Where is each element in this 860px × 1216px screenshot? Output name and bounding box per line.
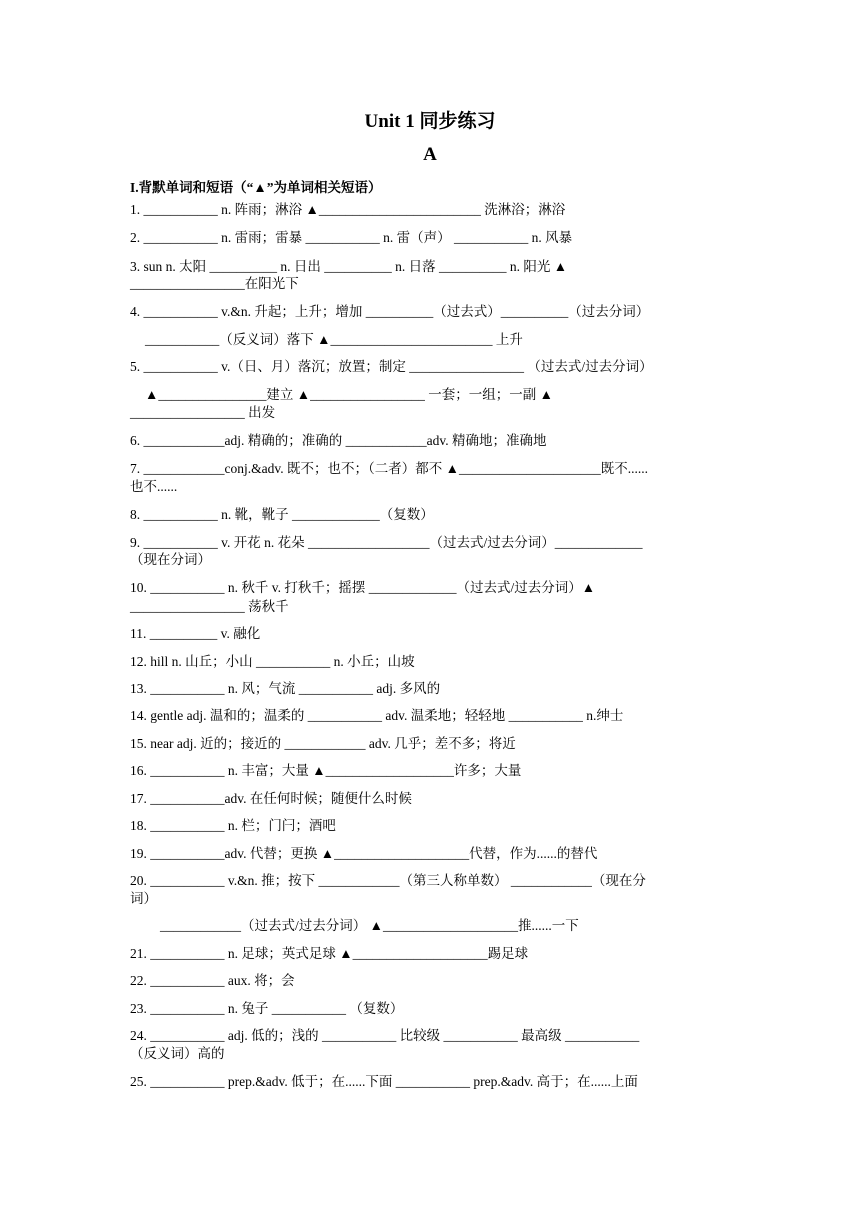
exercise-line: 3. sun n. 太阳 __________ n. 日出 __________ n. 日落 __________ n. 阳光 ▲	[130, 259, 568, 274]
exercise-line: 9. ___________ v. 开花 n. 花朵 __________________（过去式/过去分词）_____________	[130, 535, 643, 550]
exercise-line: 14. gentle adj. 温和的；温柔的 ___________ adv. 温柔地；轻轻地 ___________ n.绅士	[130, 708, 624, 723]
exercise-line: 23. ___________ n. 兔子 ___________ （复数）	[130, 1001, 404, 1016]
exercise-line: 19. ___________adv. 代替；更换 ▲____________________代替，作为......的替代	[130, 846, 598, 861]
exercise-line: 13. ___________ n. 风；气流 ___________ adj. 多风的	[130, 681, 441, 696]
exercise-line: 21. ___________ n. 足球；英式足球 ▲____________________踢足球	[130, 946, 529, 961]
exercise-line: 词）	[130, 891, 157, 906]
exercise-line: ____________（过去式/过去分词） ▲____________________推......一下	[160, 918, 579, 933]
exercise-line: 12. hill n. 山丘；小山 ___________ n. 小丘；山坡	[130, 654, 415, 669]
exercise-line: 16. ___________ n. 丰富；大量 ▲___________________许多；大量	[130, 763, 522, 778]
exercise-line: ▲________________建立 ▲_________________ 一套；一组；一副 ▲	[145, 387, 553, 402]
exercise-line: ___________（反义词）落下 ▲________________________ 上升	[145, 332, 523, 347]
document-subtitle: A	[423, 144, 437, 165]
exercise-line: 25. ___________ prep.&adv. 低于；在......下面 ___________ prep.&adv. 高于；在......上面	[130, 1074, 638, 1089]
exercise-line: 15. near adj. 近的；接近的 ____________ adv. 几乎；差不多；将近	[130, 736, 516, 751]
exercise-line: 24. ___________ adj. 低的；浅的 ___________ 比较级 ___________ 最高级 ___________	[130, 1028, 640, 1043]
document-title: Unit 1 同步练习	[364, 111, 496, 132]
exercise-line: 4. ___________ v.&n. 升起；上升；增加 __________（过去式）__________（过去分词）	[130, 304, 650, 319]
exercise-line: _________________ 荡秋千	[130, 599, 289, 614]
exercise-line: 6. ____________adj. 精确的；准确的 ____________adv. 精确地；准确地	[130, 433, 547, 448]
exercise-line: 10. ___________ n. 秋千 v. 打秋千；摇摆 _____________（过去式/过去分词）▲	[130, 580, 596, 595]
exercise-line: 1. ___________ n. 阵雨；淋浴 ▲________________________ 洗淋浴；淋浴	[130, 202, 566, 217]
exercise-line: 2. ___________ n. 雷雨；雷暴 ___________ n. 雷（声） ___________ n. 风暴	[130, 230, 573, 245]
exercise-line: 17. ___________adv. 在任何时候；随便什么时候	[130, 791, 412, 806]
exercise-line: 11. __________ v. 融化	[130, 626, 261, 641]
exercise-line: 8. ___________ n. 靴，靴子 _____________（复数）	[130, 507, 434, 522]
exercise-line: 22. ___________ aux. 将；会	[130, 973, 295, 988]
section-heading: I.背默单词和短语（“▲”为单词相关短语）	[130, 180, 382, 195]
exercise-line: （现在分词）	[130, 552, 211, 567]
exercise-line: 7. ____________conj.&adv. 既不；也不；（二者）都不 ▲_____________________既不......	[130, 461, 648, 476]
exercise-line: （反义词）高的	[130, 1046, 225, 1061]
exercise-line: 5. ___________ v.（日、月）落沉；放置；制定 _________________ （过去式/过去分词）	[130, 359, 653, 374]
exercise-line: 20. ___________ v.&n. 推；按下 ____________（第三人称单数） ____________（现在分	[130, 873, 646, 888]
exercise-line: 18. ___________ n. 栏；门闩；酒吧	[130, 818, 336, 833]
exercise-line: 也不......	[130, 479, 178, 494]
exercise-line: _________________在阳光下	[130, 276, 299, 291]
exercise-line: _________________ 出发	[130, 405, 276, 420]
